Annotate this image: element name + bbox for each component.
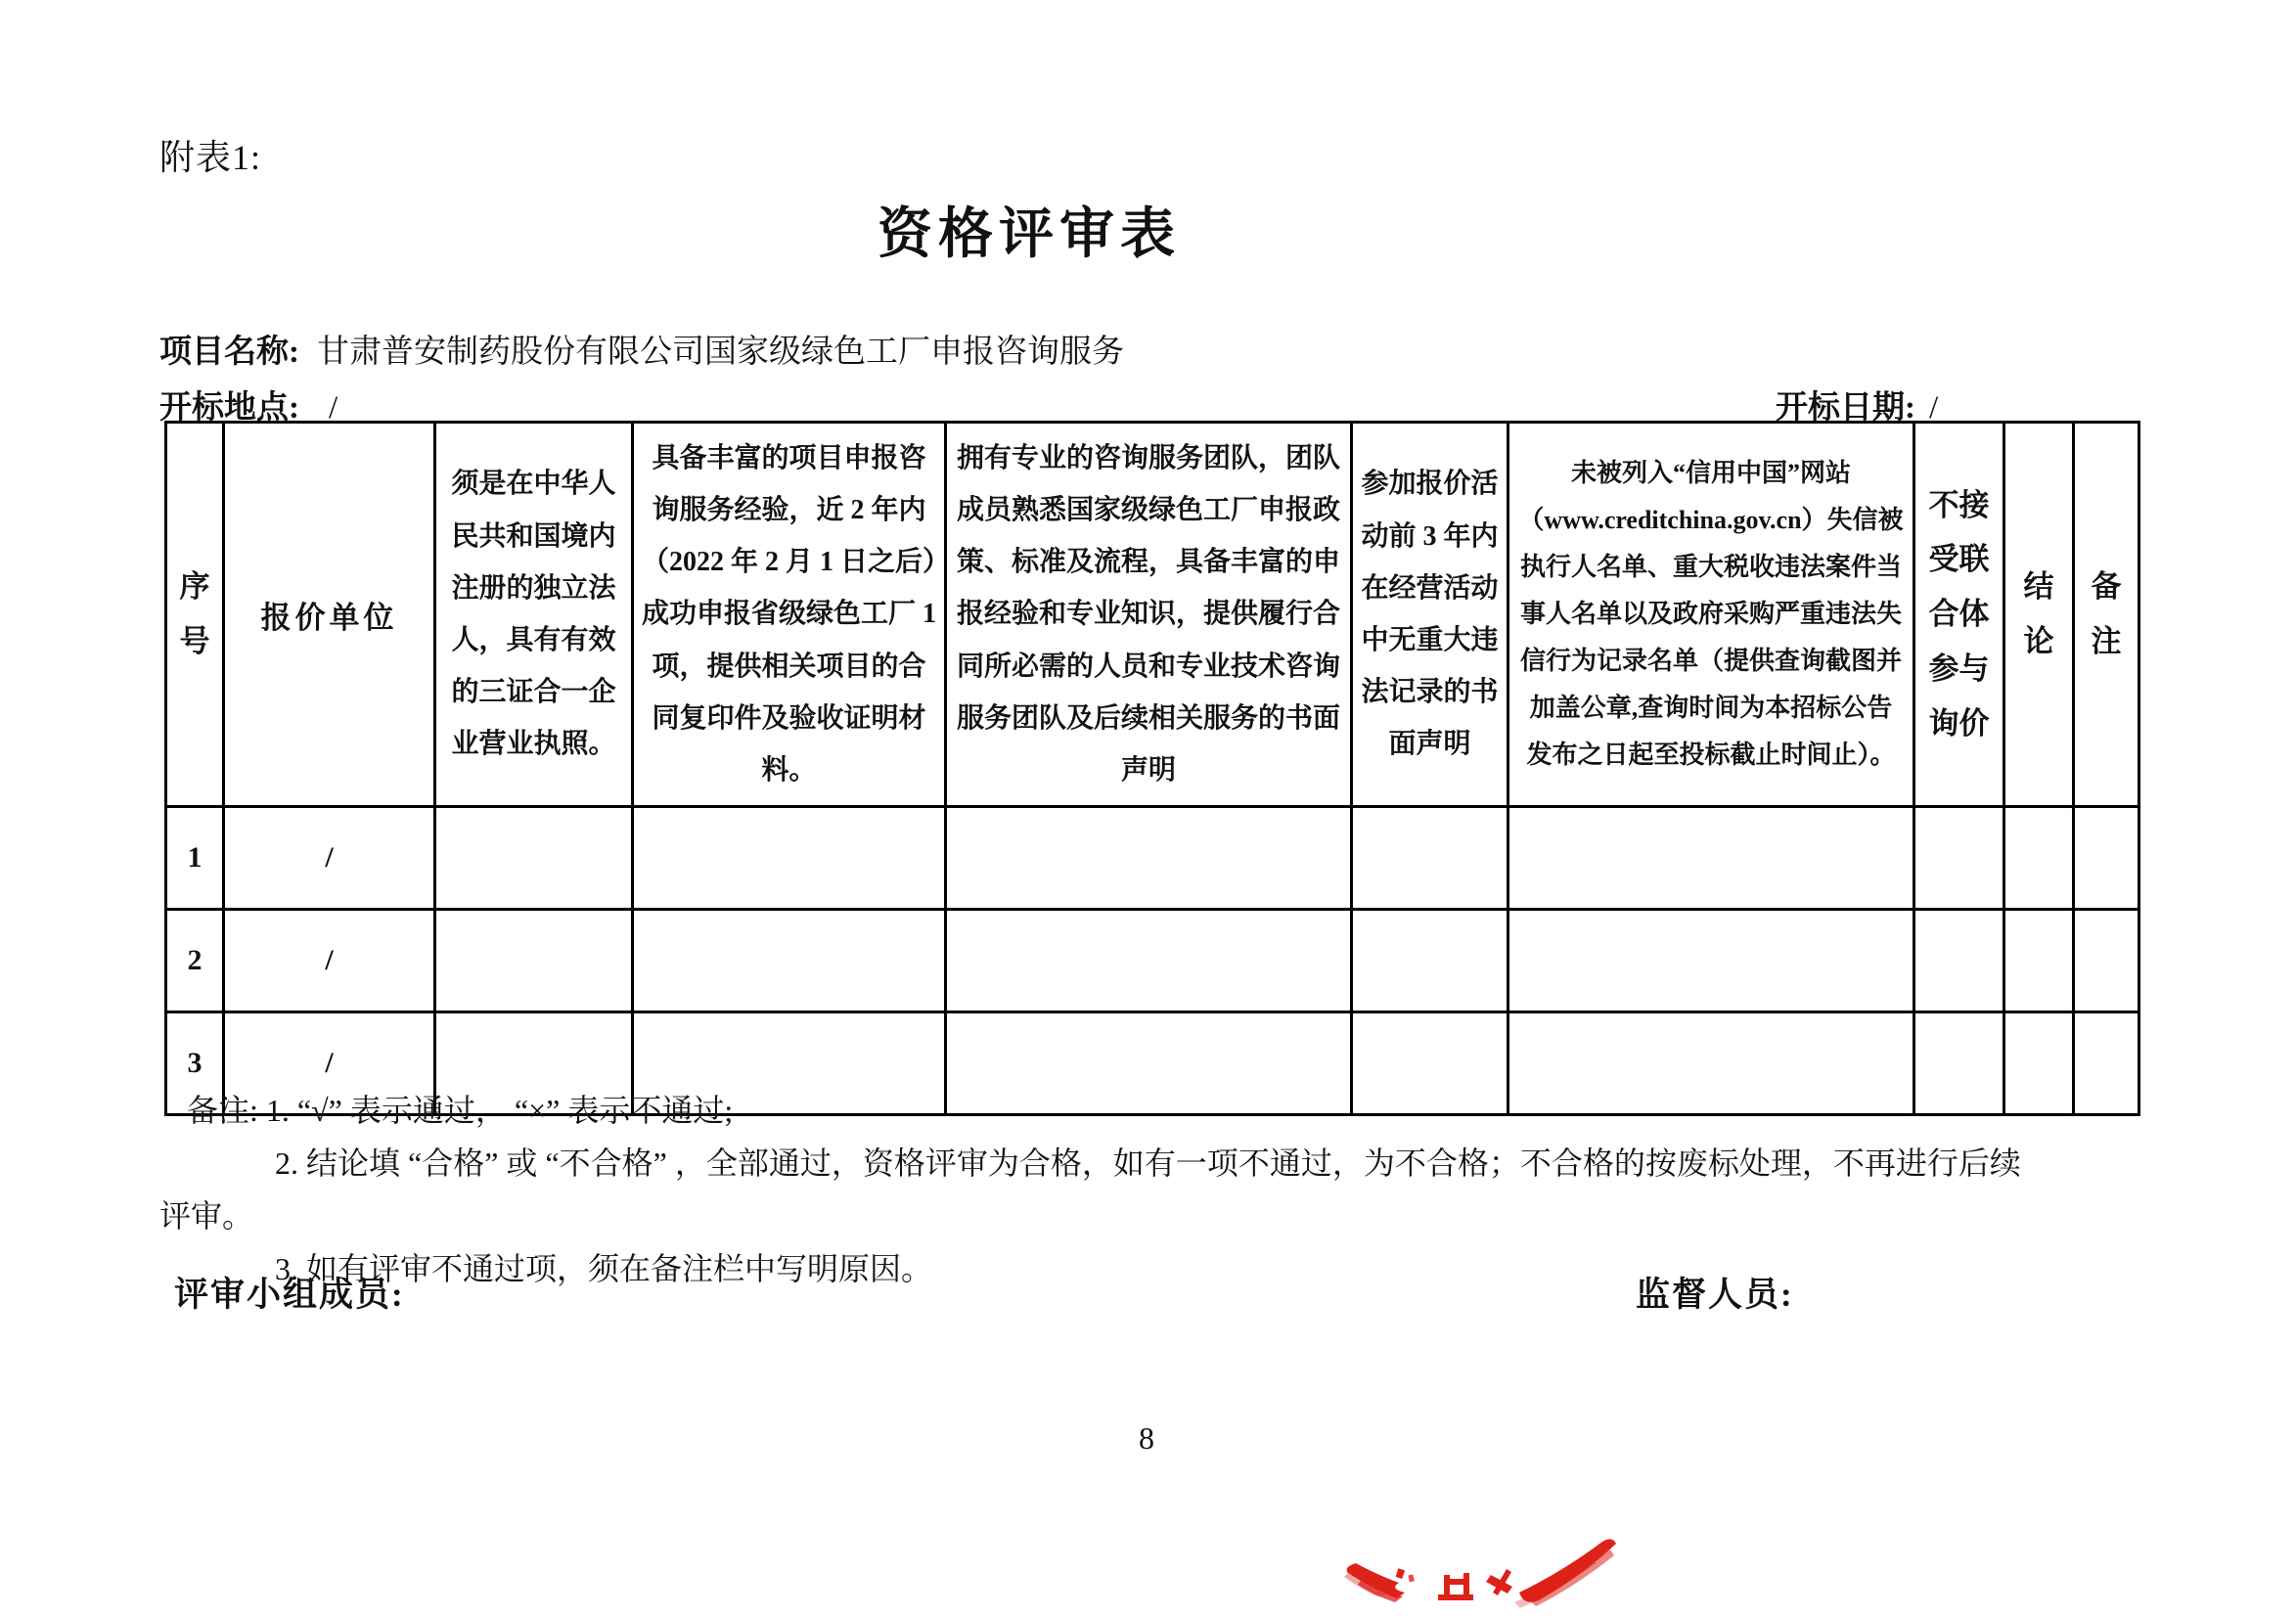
cell-empty [435, 807, 633, 910]
supervisor-label: 监督人员: [1636, 1276, 1794, 1314]
attachment-label: 附表1: [159, 138, 262, 177]
header-conclusion: 结论 [2004, 423, 2074, 807]
bid-date-label: 开标日期: [1776, 390, 1915, 426]
project-name-value: 甘肃普安制药股份有限公司国家级绿色工厂申报咨询服务 [317, 335, 1124, 370]
qualification-review-table [164, 421, 2140, 1116]
cell-empty [2074, 910, 2139, 1012]
bid-location-value: / [329, 390, 338, 426]
cell-supplier: / [224, 1012, 435, 1115]
cell-supplier: / [224, 910, 435, 1012]
cell-seq-no: 2 [166, 910, 224, 1012]
cell-empty [633, 807, 946, 910]
page-number: 8 [1139, 1420, 1154, 1456]
project-name-line [159, 326, 1124, 372]
cell-empty [2004, 910, 2074, 1012]
header-criteria-legal-entity: 须是在中华人民共和国境内注册的独立法人，具有有效的三证合一企业营业执照。 [435, 423, 633, 807]
header-criteria-team: 拥有专业的咨询服务团队，团队成员熟悉国家级绿色工厂申报政策、标准及流程，具备丰富的申报经验和专业知识，提供履行合同所必需的人员和专业技术咨询服务团队及后续相关服务的书面声明 [946, 423, 1352, 807]
cell-empty [1352, 807, 1508, 910]
cell-empty [946, 807, 1352, 910]
table-header-row [166, 423, 2139, 807]
cell-seq-no: 3 [166, 1012, 224, 1115]
cell-empty [1914, 910, 2004, 1012]
note-line-2: 2. 结论填 “合格” 或 “不合格” ，全部通过，资格评审为合格，如有一项不通过，为不合格；不合格的按废标处理，不再进行后续 [275, 1145, 2021, 1181]
note-line-2-cont: 评审。 [159, 1198, 254, 1234]
note-line-1: 备注: 1. “√” 表示通过， “×” 表示不通过; [187, 1093, 734, 1128]
cell-empty [435, 910, 633, 1012]
note-line-3: 3. 如有评审不通过项，须在备注栏中写明原因。 [275, 1251, 933, 1286]
header-criteria-credit-china: 未被列入“信用中国”网站（www.creditchina.gov.cn）失信被执行人名单、重大税收违法案件当事人名单以及政府采购严重违法失信行为记录名单（提供查询截图并加盖公章,查询时间为本招标公告发布之日起至投标截止时间止）。 [1508, 423, 1914, 807]
header-criteria-no-violation: 参加报价活动前 3 年内在经营活动中无重大违法记录的书面声明 [1352, 423, 1508, 807]
header-supplier: 报价单位 [224, 423, 435, 807]
cell-empty [1352, 910, 1508, 1012]
cell-empty [946, 910, 1352, 1012]
review-team-label: 评审小组成员: [174, 1276, 405, 1314]
project-name-label: 项目名称: [159, 335, 299, 370]
header-criteria-experience: 具备丰富的项目申报咨询服务经验，近 2 年内（2022 年 2 月 1 日之后）成功申报省级绿色工厂 1 项，提供相关项目的合同复印件及验收证明材料。 [633, 423, 946, 807]
cell-supplier: / [224, 807, 435, 910]
table-row [166, 807, 2139, 910]
notes-block [159, 1084, 2175, 1295]
header-seq-no: 序号 [166, 423, 224, 807]
cell-empty [2074, 807, 2139, 910]
cell-empty [1508, 807, 1914, 910]
header-no-consortium: 不接受联合体参与询价 [1914, 423, 2004, 807]
table-row [166, 910, 2139, 1012]
cell-empty [2004, 807, 2074, 910]
cell-seq-no: 1 [166, 807, 224, 910]
cell-empty [633, 910, 946, 1012]
cell-empty [1914, 807, 2004, 910]
header-remarks: 备注 [2074, 423, 2139, 807]
page-title: 资格评审表 [878, 204, 1181, 265]
cell-empty [1508, 910, 1914, 1012]
bid-date-value: / [1929, 390, 1939, 426]
red-seal-partial-icon [1319, 1524, 1663, 1617]
bid-location-label: 开标地点: [159, 390, 299, 426]
